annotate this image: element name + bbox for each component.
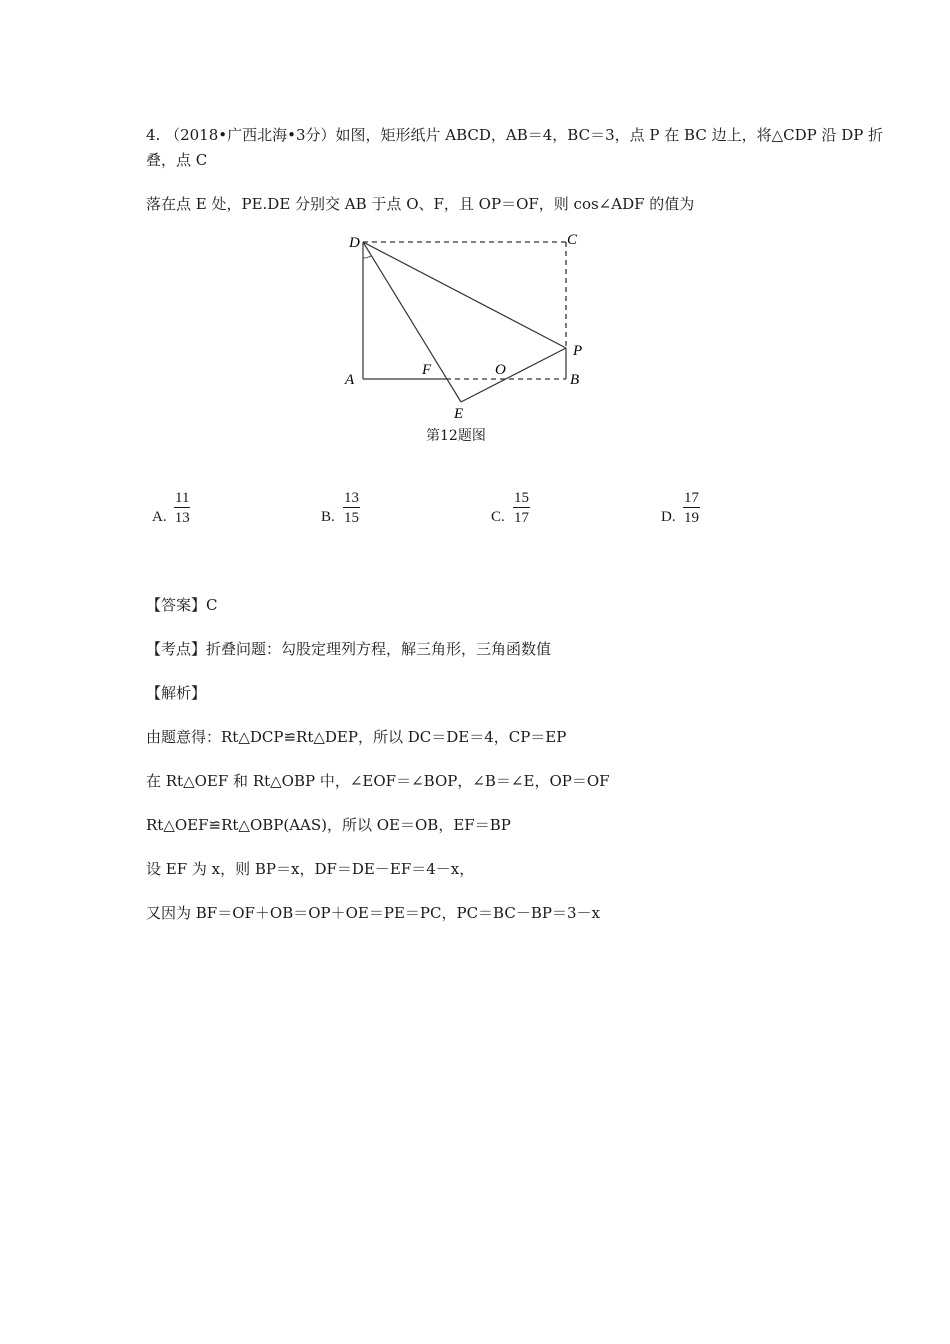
denominator: 17 (514, 510, 529, 526)
solution-line-2: 在 Rt△OEF 和 Rt△OBP 中，∠EOF＝∠BOP，∠B＝∠E，OP＝OF (146, 772, 610, 790)
label-P: P (573, 343, 583, 359)
topic-line: 【考点】折叠问题：勾股定理列方程，解三角形，三角函数值 (146, 640, 552, 658)
fraction (683, 489, 700, 528)
choice-letter: D. (661, 509, 676, 525)
label-F: F (422, 362, 432, 378)
segment-EP (461, 348, 566, 402)
segment-DE (363, 242, 461, 402)
label-O: O (495, 362, 506, 378)
question-line-2: 叠，点 C (146, 151, 208, 169)
question-line-3: 落在点 E 处，PE.DE 分别交 AB 于点 O、F，且 OP＝OF，则 cos∠ADF 的值为 (146, 195, 695, 213)
denominator: 13 (174, 510, 190, 526)
numerator: 11 (175, 490, 190, 506)
choice-letter: A. (152, 509, 167, 525)
label-C: C (567, 232, 578, 248)
numerator: 17 (684, 490, 699, 506)
label-E: E (454, 406, 464, 422)
numerator: 13 (344, 490, 359, 506)
denominator: 15 (344, 510, 359, 526)
denominator: 19 (684, 510, 699, 526)
choice-letter: B. (321, 509, 335, 525)
figure-caption: 第12题图 (426, 428, 486, 444)
label-D: D (349, 235, 360, 251)
solution-line-1: 由题意得：Rt△DCP≌Rt△DEP，所以 DC＝DE＝4，CP＝EP (146, 728, 567, 746)
angle-ADF-arc (363, 256, 371, 258)
fraction (343, 489, 360, 528)
label-B: B (570, 372, 580, 388)
solution-line-3: Rt△OEF≌Rt△OBP(AAS)，所以 OE＝OB，EF＝BP (146, 816, 511, 834)
geometry-figure (340, 228, 600, 423)
question-line-1: 4. （2018•广西北海•3分）如图，矩形纸片 ABCD，AB＝4，BC＝3，点 P 在 BC 边上，将△CDP 沿 DP 折 (146, 126, 884, 144)
solution-line-4: 设 EF 为 x，则 BP＝x，DF＝DE－EF＝4－x， (146, 860, 475, 878)
solution-line-5: 又因为 BF＝OF＋OB＝OP＋OE＝PE＝PC，PC＝BC－BP＝3－x (146, 904, 600, 922)
answer-line: 【答案】C (146, 596, 218, 614)
choice-letter: C. (491, 509, 505, 525)
segment-DP (363, 242, 566, 348)
fraction (174, 489, 190, 528)
label-A: A (345, 372, 355, 388)
analysis-heading: 【解析】 (146, 684, 207, 702)
numerator: 15 (514, 490, 529, 506)
fraction (513, 489, 530, 528)
